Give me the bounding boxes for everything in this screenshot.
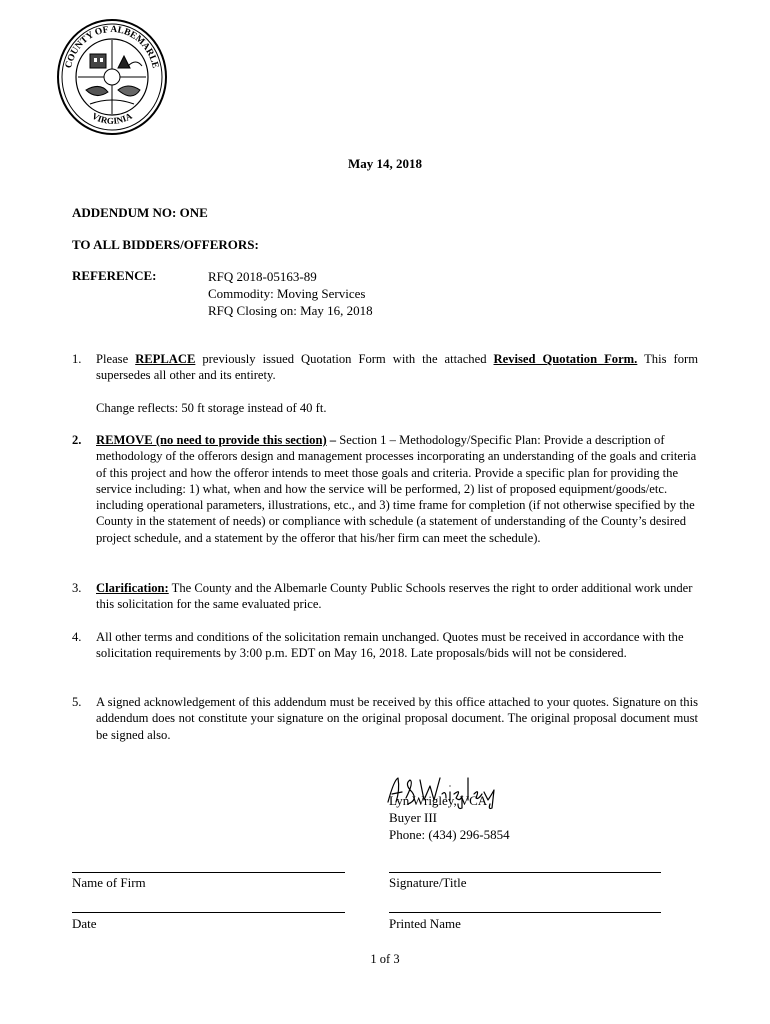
signer-phone: Phone: (434) 296-5854 <box>389 827 510 842</box>
item-1-text: Please REPLACE previously issued Quotation Form with the attached Revised Quotation Form. This form supersedes all other and its entirety. <box>96 352 698 383</box>
name-of-firm-line[interactable] <box>72 872 345 873</box>
remove-keyword: REMOVE (no need to provide this section) <box>96 433 327 447</box>
replace-keyword: REPLACE <box>135 352 196 366</box>
reference-commodity: Commodity: Moving Services <box>208 286 366 301</box>
reference-closing: RFQ Closing on: May 16, 2018 <box>208 303 373 318</box>
list-item-3 <box>72 580 698 613</box>
item-number: 1. <box>72 352 82 366</box>
signer-block <box>389 792 510 843</box>
item-1-note: Change reflects: 50 ft storage instead of 40 ft. <box>96 401 327 415</box>
item-number: 5. <box>72 695 82 709</box>
printed-name-line[interactable] <box>389 912 661 913</box>
addendum-number: ADDENDUM NO: ONE <box>72 205 208 220</box>
item-number: 4. <box>72 630 82 644</box>
to-all-bidders: TO ALL BIDDERS/OFFERORS: <box>72 237 259 252</box>
county-seal <box>56 18 168 136</box>
signer-title: Buyer III <box>389 810 438 825</box>
reference-rfq: RFQ 2018-05163-89 <box>208 269 317 284</box>
signature-title-line[interactable] <box>389 872 661 873</box>
printed-name-label: Printed Name <box>389 916 461 931</box>
item-4-text: All other terms and conditions of the solicitation remain unchanged. Quotes must be received in accordance with the solicitation requirements by 3:00 p.m. EDT on May 16, 2018. Late proposals/bids will not be considered. <box>96 630 684 661</box>
item-number: 2. <box>72 433 82 447</box>
list-item-2 <box>72 432 698 546</box>
list-item-4 <box>72 629 698 662</box>
revised-quotation-form: Revised Quotation Form. <box>493 352 638 366</box>
date-line[interactable] <box>72 912 345 913</box>
list-item-1 <box>72 351 698 384</box>
signer-name: Lyn Wrigley, VCA <box>389 793 488 808</box>
seal-bottom-text: VIRGINIA <box>90 110 134 126</box>
list-item-5 <box>72 694 698 743</box>
clarification-keyword: Clarification: <box>96 581 169 595</box>
seal-top-text: COUNTY OF ALBEMARLE <box>63 24 161 70</box>
item-number: 3. <box>72 581 82 595</box>
item-5-text: A signed acknowledgement of this addendum must be received by this office attached to your quotes. Signature on this addendum does not constitute your signature on the original proposal document. The original proposal document must be signed also. <box>96 695 698 742</box>
date-label: Date <box>72 916 97 931</box>
signature-title-label: Signature/Title <box>389 875 467 890</box>
reference-label: REFERENCE: <box>72 268 157 283</box>
item-2-text: REMOVE (no need to provide this section) – Section 1 – Methodology/Specific Plan: Provide a description of methodology of the offerors design and management processes incorporating an understanding of the goals and criteria of this project and how the offeror intends to meet those goals and criteria. Provide a specific plan for providing the service including: 1) what, when and how the service will be performed, 2) list of proposed equipment/goods/etc. including operational parameters, illustrations, etc., and 3) time frame for completion (if not otherwise specified by the County in the statement of needs) or compliance with schedule (a statement of understanding of the County’s desired project schedule, and a statement by the offeror that his/her firm can meet the schedule). <box>96 433 697 545</box>
document-date: May 14, 2018 <box>347 156 423 171</box>
reference-details <box>208 268 373 319</box>
page-number: 1 of 3 <box>370 952 400 966</box>
item-3-text: Clarification: The County and the Albemarle County Public Schools reserves the right to order additional work under this solicitation for the same evaluated price. <box>96 581 693 612</box>
name-of-firm-label: Name of Firm <box>72 875 146 890</box>
